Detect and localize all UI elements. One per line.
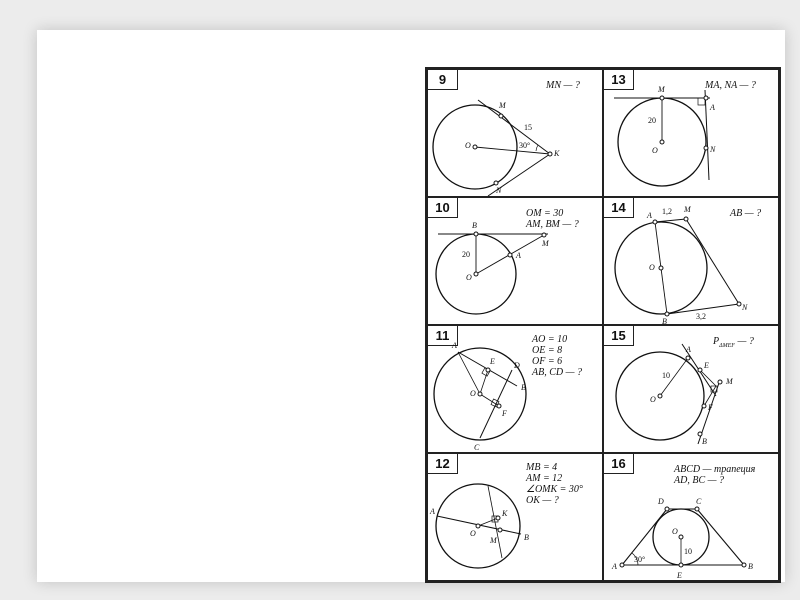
label-m: M xyxy=(726,377,733,386)
point-m xyxy=(499,114,503,118)
label-f: F xyxy=(708,403,713,412)
label-c: C xyxy=(696,497,702,506)
angle-arc xyxy=(536,145,538,151)
label-n: N xyxy=(710,145,716,154)
label-e: E xyxy=(704,361,709,370)
point-k xyxy=(548,152,552,156)
label-o: O xyxy=(650,395,656,404)
label-a: A xyxy=(452,341,457,350)
point-o xyxy=(474,272,478,276)
tangent-km xyxy=(478,100,550,154)
question-letter: P xyxy=(713,336,720,347)
label-b: B xyxy=(472,221,477,230)
problem-number: 15 xyxy=(604,326,634,346)
point-o xyxy=(658,394,662,398)
question-subscript: ΔMEF xyxy=(719,343,735,349)
label-c: C xyxy=(474,443,480,452)
problem-question: AO = 10 OE = 8 OF = 6 AB, CD — ? xyxy=(532,334,582,378)
problem-15-diagram xyxy=(604,326,780,454)
problem-question: MB = 4 AM = 12 ∠OMK = 30° OK — ? xyxy=(526,462,583,506)
point-o xyxy=(476,524,480,528)
segment-ok xyxy=(475,147,550,154)
point-b xyxy=(698,432,702,436)
label-o: O xyxy=(466,273,472,282)
point-m xyxy=(660,96,664,100)
point-e xyxy=(486,368,490,372)
label-am: 1,2 xyxy=(662,207,672,216)
point-a xyxy=(620,563,624,567)
label-m: M xyxy=(490,536,497,545)
point-o xyxy=(679,535,683,539)
problem-11-diagram xyxy=(428,326,604,454)
point-m xyxy=(684,217,688,221)
label-angle: 30° xyxy=(634,555,646,564)
point-e xyxy=(679,563,683,567)
label-m: M xyxy=(684,205,691,214)
point-f xyxy=(702,404,706,408)
label-radius: 20 xyxy=(648,116,656,125)
problem-question: MN — ? xyxy=(546,80,580,91)
label-a: A xyxy=(647,211,652,220)
label-a: A xyxy=(686,345,691,354)
label-a: A xyxy=(430,507,435,516)
label-f: F xyxy=(502,409,507,418)
leg-cb xyxy=(697,509,744,565)
label-b: B xyxy=(521,383,526,392)
point-a xyxy=(704,96,708,100)
label-b: B xyxy=(524,533,529,542)
point-m xyxy=(718,380,722,384)
point-a xyxy=(686,356,690,360)
problem-10-diagram xyxy=(428,198,604,326)
label-a: A xyxy=(612,562,617,571)
point-k xyxy=(496,516,500,520)
label-angle: 30° xyxy=(519,141,531,150)
point-m xyxy=(542,233,546,237)
problem-10-cell xyxy=(427,197,603,325)
label-d: D xyxy=(514,361,520,370)
label-n: N xyxy=(496,186,502,195)
problem-14-diagram xyxy=(604,198,780,326)
label-b: B xyxy=(748,562,753,571)
segment-oe xyxy=(480,370,488,394)
label-o: O xyxy=(470,529,476,538)
problem-14-cell xyxy=(603,197,779,325)
label-k: K xyxy=(554,149,560,158)
problem-13-cell xyxy=(603,69,779,197)
point-d xyxy=(665,507,669,511)
label-o: O xyxy=(649,263,655,272)
label-b: B xyxy=(662,317,667,326)
problem-number: 11 xyxy=(428,326,458,346)
point-b xyxy=(474,232,478,236)
label-o: O xyxy=(672,527,678,536)
point-o xyxy=(660,140,664,144)
problem-16-diagram xyxy=(604,454,780,582)
point-b xyxy=(742,563,746,567)
point-m xyxy=(498,528,502,532)
label-a: A xyxy=(516,251,521,260)
point-o xyxy=(659,266,663,270)
label-n: N xyxy=(742,303,748,312)
label-bn: 3,2 xyxy=(696,312,706,321)
label-radius: 20 xyxy=(462,250,470,259)
label-o: O xyxy=(652,146,658,155)
label-b: B xyxy=(702,437,707,446)
label-a: A xyxy=(710,103,715,112)
problem-question: AB — ? xyxy=(730,208,762,219)
label-m: M xyxy=(542,239,549,248)
label-m: M xyxy=(499,101,506,110)
problem-number: 16 xyxy=(604,454,634,474)
point-f xyxy=(497,404,501,408)
label-k: K xyxy=(502,509,508,518)
label-side: 15 xyxy=(524,123,532,132)
segment-am xyxy=(655,219,686,222)
problem-12-diagram xyxy=(428,454,604,582)
label-radius: 10 xyxy=(684,547,692,556)
problem-number: 9 xyxy=(428,70,458,90)
problem-question: ABCD — трапеция AD, BC — ? xyxy=(674,464,756,486)
label-o: O xyxy=(465,141,471,150)
point-o xyxy=(473,145,477,149)
problem-13-diagram xyxy=(604,70,780,198)
label-d: D xyxy=(658,497,664,506)
point-e xyxy=(698,368,702,372)
problem-15-cell xyxy=(603,325,779,453)
point-b xyxy=(665,312,669,316)
problem-number: 10 xyxy=(428,198,458,218)
point-n xyxy=(494,181,498,185)
tangent-mn xyxy=(686,219,739,304)
problem-question: MA, NA — ? xyxy=(705,80,756,91)
problem-12-cell xyxy=(427,453,603,581)
problem-11-cell xyxy=(427,325,603,453)
geometry-problem-sheet xyxy=(425,67,781,583)
label-radius: 10 xyxy=(662,371,670,380)
point-a xyxy=(508,253,512,257)
point-n xyxy=(737,302,741,306)
question-tail: — ? xyxy=(734,336,754,347)
point-c xyxy=(695,507,699,511)
point-o xyxy=(478,392,482,396)
point-a xyxy=(653,220,657,224)
problem-number: 14 xyxy=(604,198,634,218)
label-e: E xyxy=(677,571,682,580)
problem-question: OM = 30 AM, BM — ? xyxy=(526,208,579,230)
problem-9-cell xyxy=(427,69,603,197)
problem-16-cell xyxy=(603,453,779,581)
problem-number: 12 xyxy=(428,454,458,474)
problem-number: 13 xyxy=(604,70,634,90)
label-e: E xyxy=(490,357,495,366)
point-n xyxy=(704,146,708,150)
problem-9-diagram xyxy=(428,70,604,198)
label-o: O xyxy=(470,389,476,398)
label-m: M xyxy=(658,85,665,94)
